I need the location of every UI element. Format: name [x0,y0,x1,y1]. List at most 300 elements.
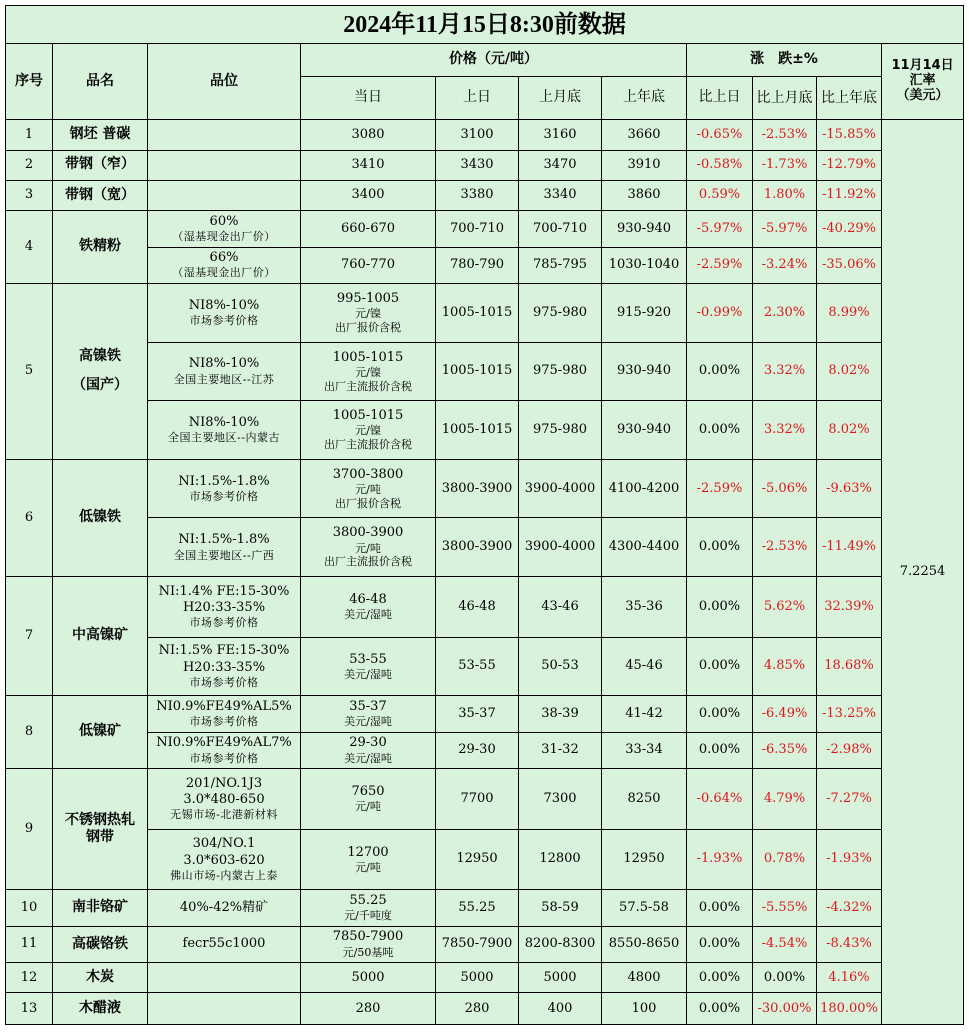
grade-cell [148,150,301,180]
today-price [301,283,436,342]
grade-spec: 304/NO.1 [192,836,256,852]
grade-spec: fecr55c1000 [182,936,266,952]
change-vs-prev-day: 0.00% [687,518,753,577]
product-name [53,283,148,459]
today-price-value: 660-670 [340,220,396,236]
grade-note: 市场参考价格 [189,616,259,630]
fx-rate-value: 7.2254 [882,120,964,1025]
last-year-price: 45-46 [602,637,687,696]
change-vs-last-year: -11.92% [817,180,882,210]
last-month-price: 3160 [519,120,602,150]
grade-cell [148,120,301,150]
product-name-line: 木炭 [86,969,114,986]
change-vs-prev-day: -2.59% [687,459,753,518]
grade-spec: NI8%-10% [188,297,260,313]
change-vs-prev-day: -0.64% [687,769,753,830]
prev-day-price: 1005-1015 [436,342,519,401]
change-vs-last-month: 2.30% [753,283,817,342]
last-year-price: 4800 [602,963,687,993]
today-price-note: 元/千吨度 [344,909,392,923]
row-index: 3 [6,180,53,210]
today-price-value: 1005-1015 [332,349,404,365]
change-vs-last-year: -8.43% [817,926,882,962]
change-vs-last-year: 8.02% [817,401,882,460]
product-name [53,120,148,150]
last-month-price: 7300 [519,769,602,830]
grade-cell [148,829,301,890]
change-vs-prev-day: 0.59% [687,180,753,210]
change-vs-last-month: 0.78% [753,829,817,890]
change-vs-last-month: 1.80% [753,180,817,210]
today-price-value: 46-48 [349,591,387,607]
last-year-price: 8550-8650 [602,926,687,962]
change-vs-last-year: -13.25% [817,696,882,732]
today-price-value: 29-30 [349,735,387,751]
last-month-price: 975-980 [519,342,602,401]
prev-day-price: 280 [436,993,519,1025]
product-name-line: 中高镍矿 [72,627,128,644]
prev-day-price: 12950 [436,829,519,890]
change-vs-last-year: -35.06% [817,247,882,283]
table-row [6,120,964,150]
row-index: 7 [6,577,53,696]
today-price-note: 元/吨 [355,800,381,814]
change-vs-last-year: -4.32% [817,890,882,926]
last-month-price: 975-980 [519,401,602,460]
today-price [301,637,436,696]
today-price [301,696,436,732]
grade-note: 全国主要地区--江苏 [173,372,275,386]
prev-day-price: 7700 [436,769,519,830]
product-name [53,577,148,696]
change-vs-last-year: 32.39% [817,577,882,638]
change-vs-last-year: -11.49% [817,518,882,577]
last-month-price: 58-59 [519,890,602,926]
table-row [6,211,964,247]
header-vs-last-year [817,76,882,119]
last-month-price: 12800 [519,829,602,890]
grade-spec: NI:1.5%-1.8% [178,473,270,489]
last-year-price: 3860 [602,180,687,210]
product-name-line: 不锈钢热轧 [65,811,135,828]
last-year-price: 12950 [602,829,687,890]
change-vs-last-year: -12.79% [817,150,882,180]
prev-day-price: 5000 [436,963,519,993]
row-index: 2 [6,150,53,180]
grade-note: 全国主要地区--内蒙古 [168,431,280,445]
price-table [5,5,964,1025]
grade-spec: NI8%-10% [188,356,260,372]
grade-cell [148,401,301,460]
change-vs-last-year: 18.68% [817,637,882,696]
prev-day-price: 55.25 [436,890,519,926]
product-name-line: 木醋液 [79,999,121,1016]
table-row [6,890,964,926]
change-vs-last-month: -2.53% [753,120,817,150]
last-month-price: 3900-4000 [519,459,602,518]
last-month-price: 5000 [519,963,602,993]
grade-spec: NI:1.4% FE:15-30% [158,583,290,599]
today-price-note: 出厂报价含税 [335,320,401,334]
today-price-value: 3800-3900 [332,525,404,541]
page-title: 2024年11月15日8:30前数据 [6,6,964,44]
grade-spec: 3.0*480-650 [183,792,265,808]
today-price [301,401,436,460]
row-index: 5 [6,283,53,459]
product-name-line: 钢坯 普碳 [69,126,131,143]
grade-spec: NI8%-10% [188,415,260,430]
change-vs-prev-day: 0.00% [687,342,753,401]
grade-note: （湿基现金出厂价） [172,230,276,244]
today-price-value: 1005-1015 [332,408,404,424]
last-year-price: 100 [602,993,687,1025]
change-vs-prev-day: -0.99% [687,283,753,342]
change-vs-prev-day: -1.93% [687,829,753,890]
grade-cell [148,926,301,962]
grade-cell [148,518,301,577]
header-vs-last-month-text: 比上月底 [756,89,813,106]
product-name [53,211,148,284]
grade-note: 市场参考价格 [189,489,259,503]
last-year-price: 41-42 [602,696,687,732]
table-row [6,963,964,993]
today-price [301,993,436,1025]
product-name [53,769,148,890]
today-price-note: 出厂报价含税 [335,496,401,510]
table-row [6,342,964,401]
last-year-price: 930-940 [602,342,687,401]
change-vs-last-month: 0.00% [753,963,817,993]
today-price-value: 760-770 [340,257,396,273]
change-vs-last-month: 4.79% [753,769,817,830]
today-price-value: 995-1005 [336,290,400,306]
table-row [6,829,964,890]
change-vs-last-year: -1.93% [817,829,882,890]
grade-cell [148,696,301,732]
prev-day-price: 53-55 [436,637,519,696]
change-vs-last-month: 3.32% [753,342,817,401]
product-name-line: 带钢（窄） [65,156,135,173]
last-year-price: 3660 [602,120,687,150]
change-vs-prev-day: -0.58% [687,150,753,180]
grade-cell [148,577,301,638]
change-vs-prev-day: -5.97% [687,211,753,247]
grade-spec: H20:33-35% [182,600,266,615]
today-price [301,180,436,210]
change-vs-last-month: 5.62% [753,577,817,638]
change-vs-last-month: 3.32% [753,401,817,460]
prev-day-price: 3800-3900 [436,459,519,518]
prev-day-price: 46-48 [436,577,519,638]
grade-spec: 66% [209,250,239,266]
last-month-price: 700-710 [519,211,602,247]
change-vs-last-year: 4.16% [817,963,882,993]
product-name [53,696,148,769]
table-row [6,926,964,962]
prev-day-price: 780-790 [436,247,519,283]
header-index: 序号 [6,44,53,120]
change-vs-last-year: -2.98% [817,732,882,768]
change-vs-prev-day: 0.00% [687,732,753,768]
row-index: 13 [6,993,53,1025]
today-price [301,247,436,283]
header-last-year-end: 上年底 [602,76,687,119]
last-month-price: 3340 [519,180,602,210]
row-index: 10 [6,890,53,926]
product-name [53,150,148,180]
today-price-value: 55.25 [349,893,387,909]
header-today: 当日 [301,76,436,119]
table-row [6,518,964,577]
fx-unit: （美元） [896,88,949,104]
title-row [6,6,964,44]
product-name-line: 钢带 [86,829,114,846]
header-price-group: 价格（元/吨） [301,44,687,76]
grade-spec: 40%-42%精矿 [179,899,269,915]
fx-label: 汇率 [909,73,936,89]
change-vs-prev-day: 0.00% [687,926,753,962]
product-name-line: 高碳铬铁 [72,935,128,952]
today-price [301,459,436,518]
header-row-1 [6,44,964,76]
prev-day-price: 3430 [436,150,519,180]
product-name [53,963,148,993]
today-price-value: 3410 [351,157,385,173]
today-price-note: 元/50基吨 [342,945,394,959]
change-vs-last-year: -15.85% [817,120,882,150]
grade-note: 全国主要地区--广西 [173,548,275,562]
change-vs-last-year: 8.02% [817,342,882,401]
header-prev-day: 上日 [436,76,519,119]
header-change-group: 涨 跌±% [687,44,882,76]
row-index: 6 [6,459,53,576]
grade-cell [148,247,301,283]
grade-cell [148,459,301,518]
today-price-value: 35-37 [349,699,387,715]
change-vs-last-year: -7.27% [817,769,882,830]
table-row [6,180,964,210]
today-price-note: 元/吨 [355,541,381,555]
header-vs-prev-day: 比上日 [687,76,753,119]
today-price [301,211,436,247]
product-name-line: 铁精粉 [79,238,121,255]
table-row [6,247,964,283]
prev-day-price: 3380 [436,180,519,210]
grade-note: 市场参考价格 [189,715,259,729]
change-vs-prev-day: 0.00% [687,637,753,696]
grade-cell [148,769,301,830]
change-vs-last-month: -30.00% [753,993,817,1025]
today-price [301,890,436,926]
last-month-price: 31-32 [519,732,602,768]
table-row [6,637,964,696]
today-price-note: 美元/湿吨 [344,667,392,681]
today-price [301,342,436,401]
change-vs-last-month: -4.54% [753,926,817,962]
today-price-value: 7650 [351,783,385,799]
grade-spec: 201/NO.1J3 [185,775,263,791]
grade-note: 市场参考价格 [189,314,259,327]
today-price [301,926,436,962]
grade-note: 市场参考价格 [189,675,259,689]
grade-spec: NI:1.5%-1.8% [178,532,270,548]
today-price-value: 53-55 [349,651,387,667]
prev-day-price: 3800-3900 [436,518,519,577]
today-price-value: 3700-3800 [332,466,404,482]
change-vs-prev-day: -0.65% [687,120,753,150]
header-fx [882,44,964,120]
product-name [53,890,148,926]
change-vs-last-month: -3.24% [753,247,817,283]
prev-day-price: 1005-1015 [436,401,519,460]
change-vs-prev-day: 0.00% [687,401,753,460]
table-row [6,577,964,638]
last-month-price: 38-39 [519,696,602,732]
prev-day-price: 3100 [436,120,519,150]
table-row [6,150,964,180]
change-vs-prev-day: 0.00% [687,963,753,993]
today-price-note: 美元/湿吨 [344,751,392,765]
today-price-note: 出厂主流报价含税 [324,555,412,569]
last-year-price: 57.5-58 [602,890,687,926]
row-index: 1 [6,120,53,150]
today-price-note: 出厂主流报价含税 [324,379,412,393]
product-name-line: 高镍铁 [79,347,121,364]
last-month-price: 3900-4000 [519,518,602,577]
change-vs-last-month: -6.35% [753,732,817,768]
today-price-value: 3080 [351,126,385,142]
last-year-price: 930-940 [602,211,687,247]
grade-spec: NI0.9%FE49%AL7% [156,735,292,751]
grade-spec: NI0.9%FE49%AL5% [156,699,292,715]
today-price-note: 元/吨 [355,860,381,874]
last-month-price: 43-46 [519,577,602,638]
fx-date: 11月14日 [891,58,954,74]
header-last-month-end: 上月底 [519,76,602,119]
grade-spec: 3.0*603-620 [183,852,265,868]
last-year-price: 1030-1040 [602,247,687,283]
product-name [53,926,148,962]
change-vs-last-year: 180.00% [817,993,882,1025]
table-row [6,401,964,460]
last-year-price: 4100-4200 [602,459,687,518]
today-price-note: 元/吨 [355,483,381,496]
grade-note: 佛山市场-内蒙古上泰 [170,868,278,882]
product-name [53,993,148,1025]
product-name-line: 低镍矿 [79,723,121,740]
product-name-line: 低镍铁 [79,509,121,526]
prev-day-price: 35-37 [436,696,519,732]
grade-note: 市场参考价格 [189,751,259,765]
grade-spec: H20:33-35% [182,659,266,675]
prev-day-price: 29-30 [436,732,519,768]
grade-cell [148,890,301,926]
grade-spec: NI:1.5% FE:15-30% [158,643,290,659]
change-vs-prev-day: -2.59% [687,247,753,283]
today-price-note: 元/镍 [355,424,381,438]
product-name-line: 带钢（宽） [65,186,135,203]
grade-cell [148,342,301,401]
last-month-price: 975-980 [519,283,602,342]
row-index: 11 [6,926,53,962]
change-vs-last-month: -6.49% [753,696,817,732]
change-vs-last-month: -1.73% [753,150,817,180]
prev-day-price: 1005-1015 [436,283,519,342]
table-row [6,696,964,732]
today-price-note: 美元/湿吨 [344,715,392,729]
grade-cell [148,180,301,210]
last-year-price: 3910 [602,150,687,180]
table-row [6,769,964,830]
last-year-price: 4300-4400 [602,518,687,577]
today-price-note: 元/镍 [355,307,381,321]
today-price [301,120,436,150]
today-price-value: 7850-7900 [332,929,404,945]
grade-cell [148,993,301,1025]
grade-cell [148,963,301,993]
change-vs-last-year: -40.29% [817,211,882,247]
last-month-price: 8200-8300 [519,926,602,962]
last-month-price: 785-795 [519,247,602,283]
last-month-price: 3470 [519,150,602,180]
today-price-value: 5000 [351,969,385,985]
change-vs-last-month: -5.97% [753,211,817,247]
product-name [53,180,148,210]
change-vs-last-month: -5.06% [753,459,817,518]
today-price-note: 元/镍 [355,365,381,379]
table-row [6,732,964,768]
last-year-price: 35-36 [602,577,687,638]
today-price [301,769,436,830]
table-row [6,283,964,342]
change-vs-prev-day: 0.00% [687,577,753,638]
header-grade: 品位 [148,44,301,120]
change-vs-last-year: -9.63% [817,459,882,518]
today-price [301,732,436,768]
today-price [301,518,436,577]
last-year-price: 930-940 [602,401,687,460]
row-index: 8 [6,696,53,769]
today-price [301,829,436,890]
change-vs-last-month: -5.55% [753,890,817,926]
today-price-value: 280 [355,1000,381,1016]
table-row [6,993,964,1025]
change-vs-prev-day: 0.00% [687,890,753,926]
today-price [301,150,436,180]
row-index: 9 [6,769,53,890]
grade-note: 无锡市场-北港新材料 [170,808,278,822]
change-vs-prev-day: 0.00% [687,696,753,732]
today-price-note: 出厂主流报价含税 [324,438,412,452]
change-vs-last-year: 8.99% [817,283,882,342]
last-year-price: 8250 [602,769,687,830]
today-price [301,577,436,638]
grade-cell [148,732,301,768]
header-vs-last-year-text: 比上年底 [821,89,877,106]
prev-day-price: 700-710 [436,211,519,247]
prev-day-price: 7850-7900 [436,926,519,962]
last-year-price: 33-34 [602,732,687,768]
today-price [301,963,436,993]
row-index: 12 [6,963,53,993]
grade-cell [148,637,301,696]
product-name [53,459,148,576]
grade-spec: 60% [209,213,239,229]
today-price-value: 3400 [351,187,385,203]
today-price-note: 美元/湿吨 [344,608,392,622]
header-name: 品名 [53,44,148,120]
last-month-price: 50-53 [519,637,602,696]
